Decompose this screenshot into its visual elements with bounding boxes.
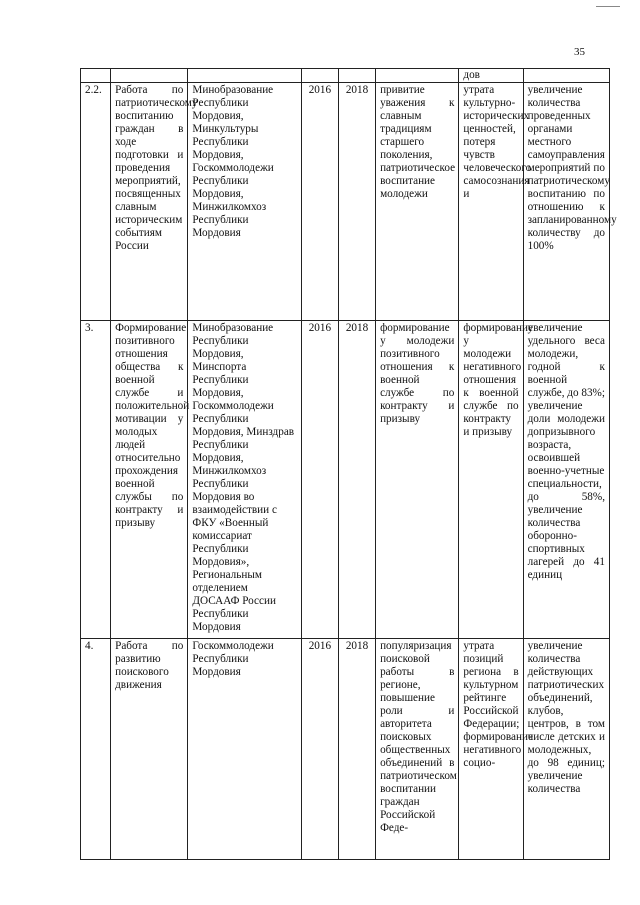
year-start-cell: 2016 xyxy=(301,83,338,321)
indicator-cell: увеличение количества действующих патриотических объединений, клубов, центров, в том числе детских и молодежных, до 98 единиц; увеличение количества xyxy=(523,639,609,860)
header-cell-name xyxy=(111,69,188,83)
executors-cell: Минобразование Республики Мордовия, Минспорта Республики Мордовия, Госкоммолодежи Республики Мордовия, Минздрав Республики Мордовия, Минжилкомхоз Республики Мордовия во взаимодействии с ФКУ «Военный комиссариат Республики Мордовия», Региональным отделением ДОСААФ России Республики Мордовия xyxy=(188,321,301,639)
expected-result-cell: популяризация поисковой работы в регионе, повышение роли и авторитета поисковых общественных объединений в патриотическом воспитании граждан Российской Феде- xyxy=(376,639,459,860)
expected-result-cell: привитие уважения к славным традициям старшего поколения, патриотическое воспитание молодежи xyxy=(376,83,459,321)
header-cell-num xyxy=(81,69,111,83)
program-measures-table xyxy=(80,68,617,860)
expected-result-cell: формирование у молодежи позитивного отношения к военной службе по контракту и призыву xyxy=(376,321,459,639)
top-edge-mark xyxy=(596,6,620,7)
year-end-cell: 2018 xyxy=(338,321,375,639)
indicator-cell: увеличение количества проведенных органами местного самоуправления мероприятий по патриотическому воспитанию по отношению к запланированному количеству до 100% xyxy=(523,83,609,321)
risk-consequence-cell: утрата культурно-исторических ценностей, потеря чувств человеческого самосознания и xyxy=(459,83,523,321)
executors-cell: Госкоммолодежи Республики Мордовия xyxy=(188,639,301,860)
header-cell-indicator xyxy=(523,69,609,83)
header-cell-year-start xyxy=(301,69,338,83)
header-cell-executors xyxy=(188,69,301,83)
measure-name-cell: Формирование позитивного отношения общества к военной службе и положительной мотивации у молодых людей относительно прохождения военной службы по контракту и призыву xyxy=(111,321,188,639)
table-header-continuation-row xyxy=(81,69,610,83)
table-row xyxy=(81,321,610,639)
year-end-cell: 2018 xyxy=(338,639,375,860)
year-start-cell: 2016 xyxy=(301,321,338,639)
table-row xyxy=(81,83,610,321)
header-cell-result xyxy=(376,69,459,83)
header-cell-year-end xyxy=(338,69,375,83)
risk-consequence-cell: формирование у молодежи негативного отношения к военной службе по контракту и призыву xyxy=(459,321,523,639)
executors-cell: Минобразование Республики Мордовия, Минкультуры Республики Мордовия, Госкоммолодежи Республики Мордовия, Минжилкомхоз Республики Мордовия xyxy=(188,83,301,321)
page-number: 35 xyxy=(574,46,585,58)
measure-name-cell: Работа по развитию поискового движения xyxy=(111,639,188,860)
indicator-cell: увеличение удельного веса молодежи, годной к военной службе, до 83%; увеличение доли молодежи допризывного возраста, освоившей военно-учетные специальности, до 58%, увеличение количества оборонно-спортивных лагерей до 41 единиц xyxy=(523,321,609,639)
header-cell-risk xyxy=(459,69,523,83)
year-start-cell: 2016 xyxy=(301,639,338,860)
row-number-cell: 2.2. xyxy=(81,83,111,321)
header-fragment-text: дов xyxy=(463,69,480,81)
risk-consequence-cell: утрата позиций региона в культурном рейтинге Российской Федерации; формирование негативного социо- xyxy=(459,639,523,860)
row-number-cell: 3. xyxy=(81,321,111,639)
table-row xyxy=(81,639,610,860)
year-end-cell: 2018 xyxy=(338,83,375,321)
row-number-cell: 4. xyxy=(81,639,111,860)
measure-name-cell: Работа по патриотическому воспитанию граждан в ходе подготовки и проведения мероприятий, посвященных славным историческим событиям России xyxy=(111,83,188,321)
